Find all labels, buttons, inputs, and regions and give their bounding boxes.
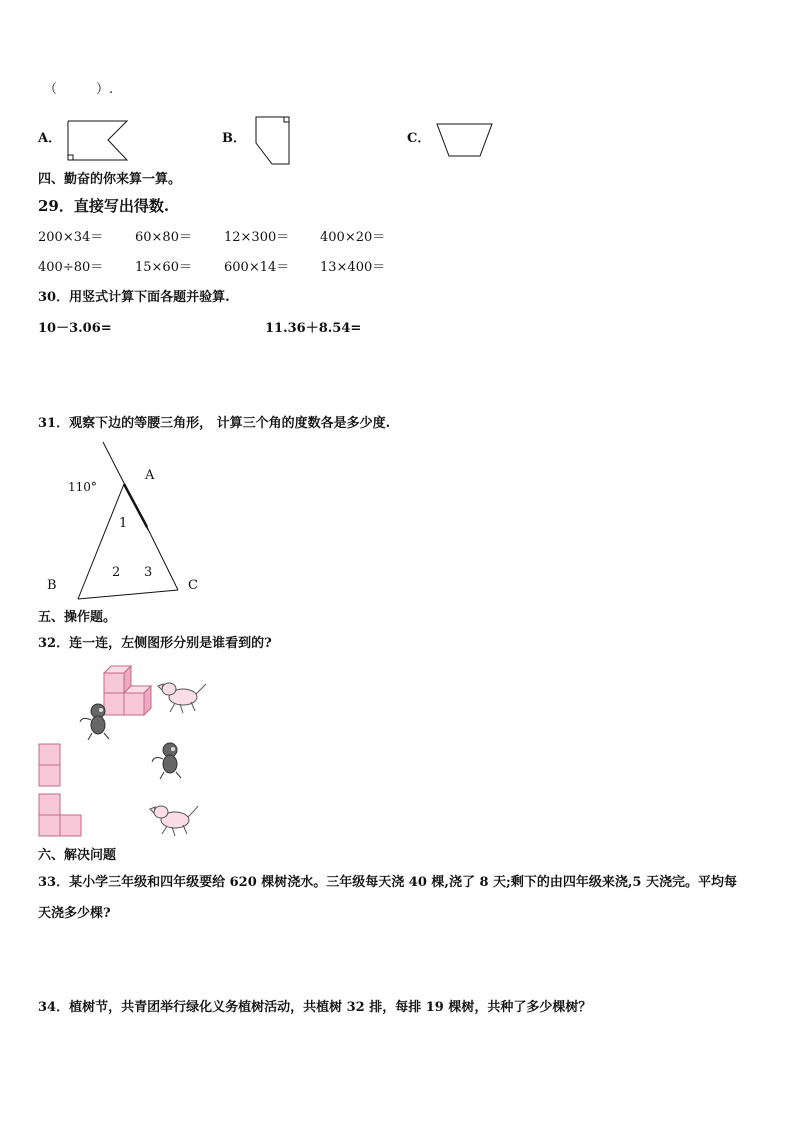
option-a-label: A． [38, 131, 62, 146]
q33-text-line1: 33．某小学三年级和四年级要给 620 棵树浇水。三年级每天浇 40 棵,浇了 8 天;剩下的由四年级来浇,5 天浇完。平均每 [38, 875, 737, 890]
q29-item: 600×14＝ [224, 260, 290, 275]
section-5-title: 五、操作题。 [38, 610, 117, 625]
q29-item: 60×80＝ [135, 230, 192, 245]
q29-title: 29．直接写出得数. [38, 197, 170, 215]
q34-text: 34．植树节，共青团举行绿化义务植树活动，共植树 32 排，每排 19 棵树，共种了多少棵树？ [38, 1000, 592, 1015]
section-6-title: 六、解决问题 [38, 848, 117, 863]
vertex-c-label: C [188, 578, 198, 593]
q29-item: 15×60＝ [135, 260, 192, 275]
section-4-title: 四、勤奋的你来算一算。 [38, 172, 182, 187]
q29-item: 400÷80＝ [38, 260, 104, 275]
q29-item: 12×300＝ [224, 230, 290, 245]
q29-item: 200×34＝ [38, 230, 104, 245]
vertex-b-label: B [47, 578, 57, 593]
q31-title: 31．观察下边的等腰三角形， 计算三个角的度数各是多少度. [38, 416, 391, 431]
angle-3-label: 3 [144, 565, 153, 580]
angle-1-label: 1 [119, 516, 128, 531]
q28-answer-blank: （ ）. [44, 82, 114, 97]
angle-2-label: 2 [112, 565, 121, 580]
option-b-label: B． [222, 131, 246, 146]
q29-item: 13×400＝ [320, 260, 386, 275]
vertex-a-label: A [145, 468, 155, 483]
q30-item: 10－3.06= [38, 321, 112, 336]
option-c-label: C． [407, 131, 431, 146]
q32-title: 32．连一连，左侧图形分别是谁看到的? [38, 636, 272, 651]
q30-item: 11.36＋8.54= [265, 321, 362, 336]
angle-110-label: 110° [68, 480, 97, 494]
q33-text-line2: 天浇多少棵? [38, 906, 111, 921]
q29-item: 400×20＝ [320, 230, 386, 245]
q30-title: 30．用竖式计算下面各题并验算. [38, 290, 230, 305]
